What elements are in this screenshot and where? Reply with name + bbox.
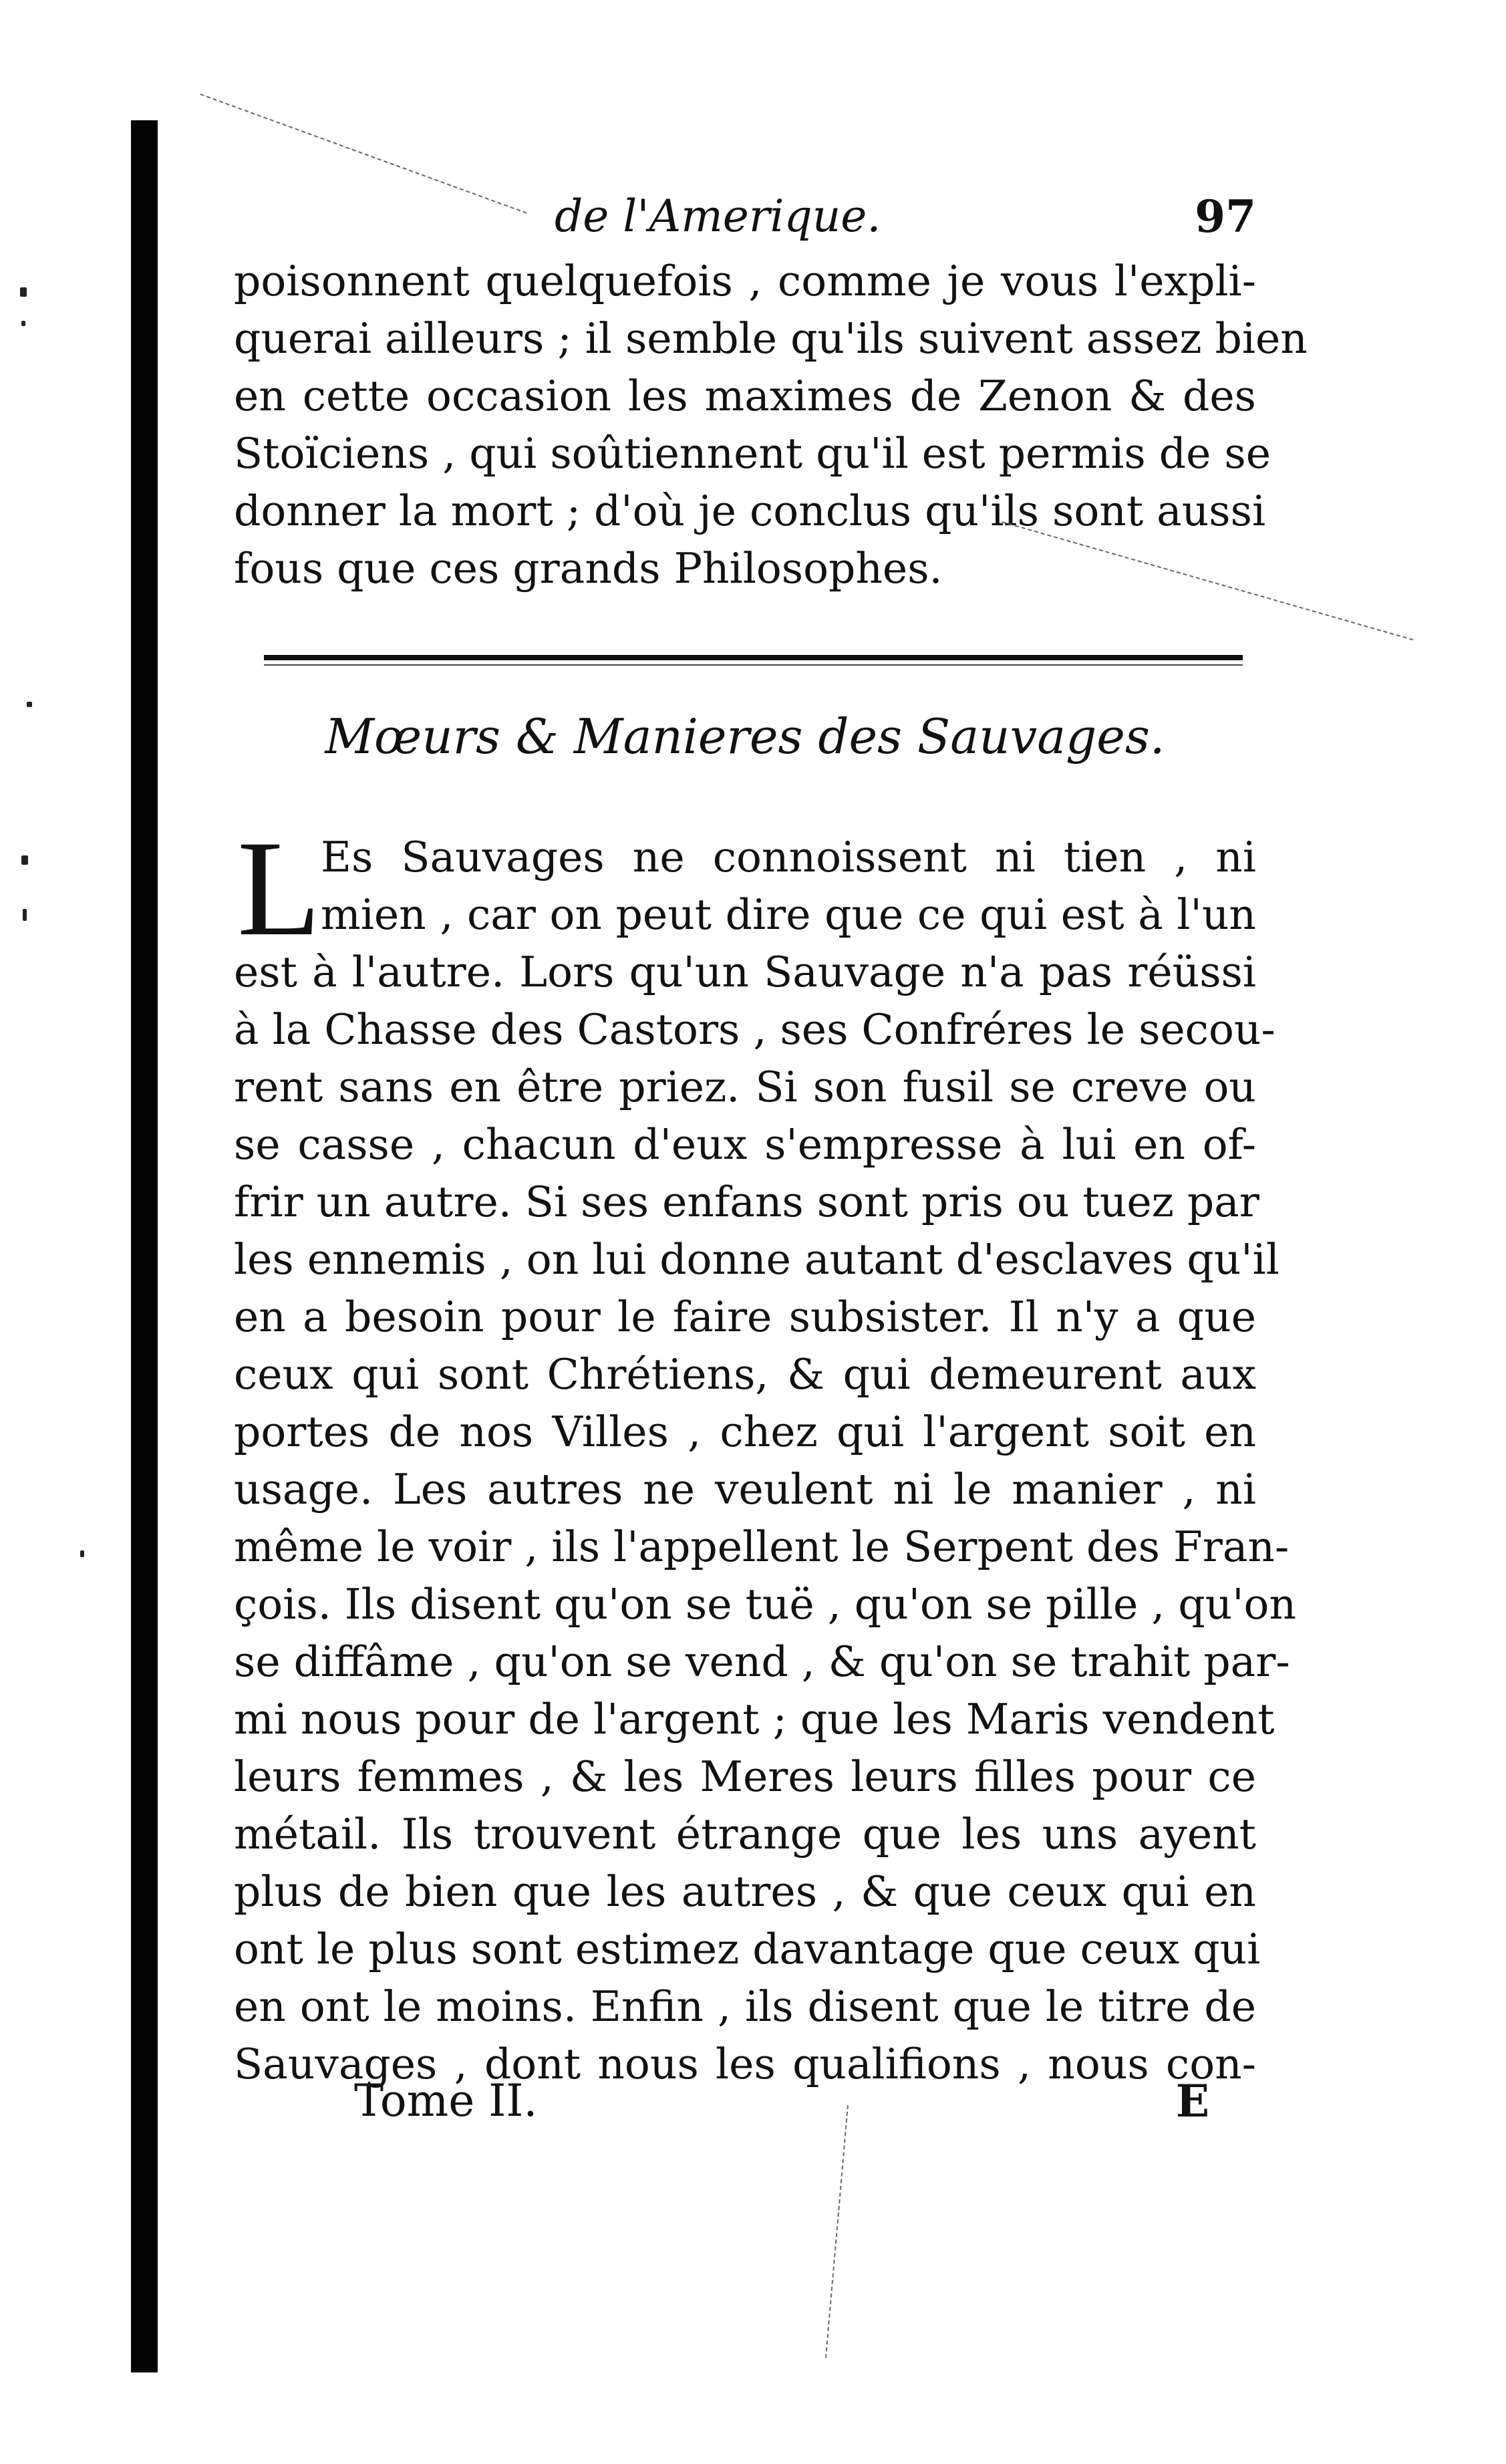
text-line: se diffâme , qu'on se vend , & qu'on se trahit par- <box>234 1637 1290 1686</box>
page-footer <box>234 2075 1256 2135</box>
text-line: Stoïciens , qui soûtiennent qu'il est permis de se <box>234 429 1271 478</box>
text-line: portes de nos Villes , chez qui l'argent soit en <box>234 1407 1256 1456</box>
text-line: ont le plus sont estimez davantage que ceux qui <box>234 1925 1261 1973</box>
section-heading: Mœurs & Manieres des Sauvages. <box>325 708 1165 765</box>
text-line: fous que ces grands Philosophes. <box>234 544 943 593</box>
text-line: métail. Ils trouvent étrange que les uns ayent <box>234 1810 1256 1859</box>
text-line: les ennemis , on lui donne autant d'esclaves qu'il <box>234 1235 1279 1284</box>
drop-cap: L <box>237 813 321 964</box>
section-rule-shadow <box>264 664 1243 666</box>
text-line: leurs femmes , & les Meres leurs filles pour ce <box>234 1752 1256 1801</box>
text-line: Es Sauvages ne connoissent ni tien , ni <box>321 833 1256 881</box>
text-line: usage. Les autres ne veulent ni le manier , ni <box>234 1465 1256 1514</box>
text-line: en ont le moins. Enfin , ils disent que le titre de <box>234 1982 1256 2031</box>
text-line: frir un autre. Si ses enfans sont pris ou tuez par <box>234 1178 1259 1226</box>
text-line: çois. Ils disent qu'on se tuë , qu'on se pille , qu'on <box>234 1580 1297 1629</box>
text-line: se casse , chacun d'eux s'empresse à lui en of- <box>234 1120 1256 1169</box>
signature-mark: E <box>1175 2075 1209 2127</box>
text-line: mien , car on peut dire que ce qui est à l'un <box>321 890 1256 939</box>
section-rule <box>264 655 1243 660</box>
margin-specks <box>13 200 53 1537</box>
text-line: poisonnent quelquefois , comme je vous l'expli- <box>234 257 1256 305</box>
paragraph-continued <box>234 253 1308 597</box>
text-line: est à l'autre. Lors qu'un Sauvage n'a pas réüssi <box>234 948 1256 996</box>
text-line: en a besoin pour le faire subsister. Il n'y a que <box>234 1292 1256 1341</box>
running-head <box>234 190 1256 251</box>
volume-label: Tome II. <box>354 2075 538 2127</box>
text-line: plus de bien que les autres , & que ceux qui en <box>234 1867 1256 1916</box>
text-line: querai ailleurs ; il semble qu'ils suivent assez bien <box>234 314 1308 363</box>
text-line: donner la mort ; d'où je conclus qu'ils sont aussi <box>234 487 1266 535</box>
text-line: mi nous pour de l'argent ; que les Maris vendent <box>234 1695 1275 1744</box>
paragraph-main <box>234 829 1297 2093</box>
text-line: ceux qui sont Chrétiens, & qui demeurent aux <box>234 1350 1256 1399</box>
running-title: de l'Amerique. <box>555 190 881 242</box>
text-line: même le voir , ils l'appellent le Serpent des Fran- <box>234 1522 1290 1571</box>
scan-artifact-line <box>825 2105 849 2358</box>
text-line: à la Chasse des Castors , ses Confréres le secou- <box>234 1005 1275 1054</box>
text-line: Sauvages , dont nous les qualifions , nous con- <box>234 2040 1256 2088</box>
binding-shadow <box>131 120 158 2372</box>
text-line: en cette occasion les maximes de Zenon & des <box>234 372 1256 420</box>
text-line: rent sans en être priez. Si son fusil se creve ou <box>234 1063 1256 1111</box>
page-number: 97 <box>1195 190 1256 243</box>
